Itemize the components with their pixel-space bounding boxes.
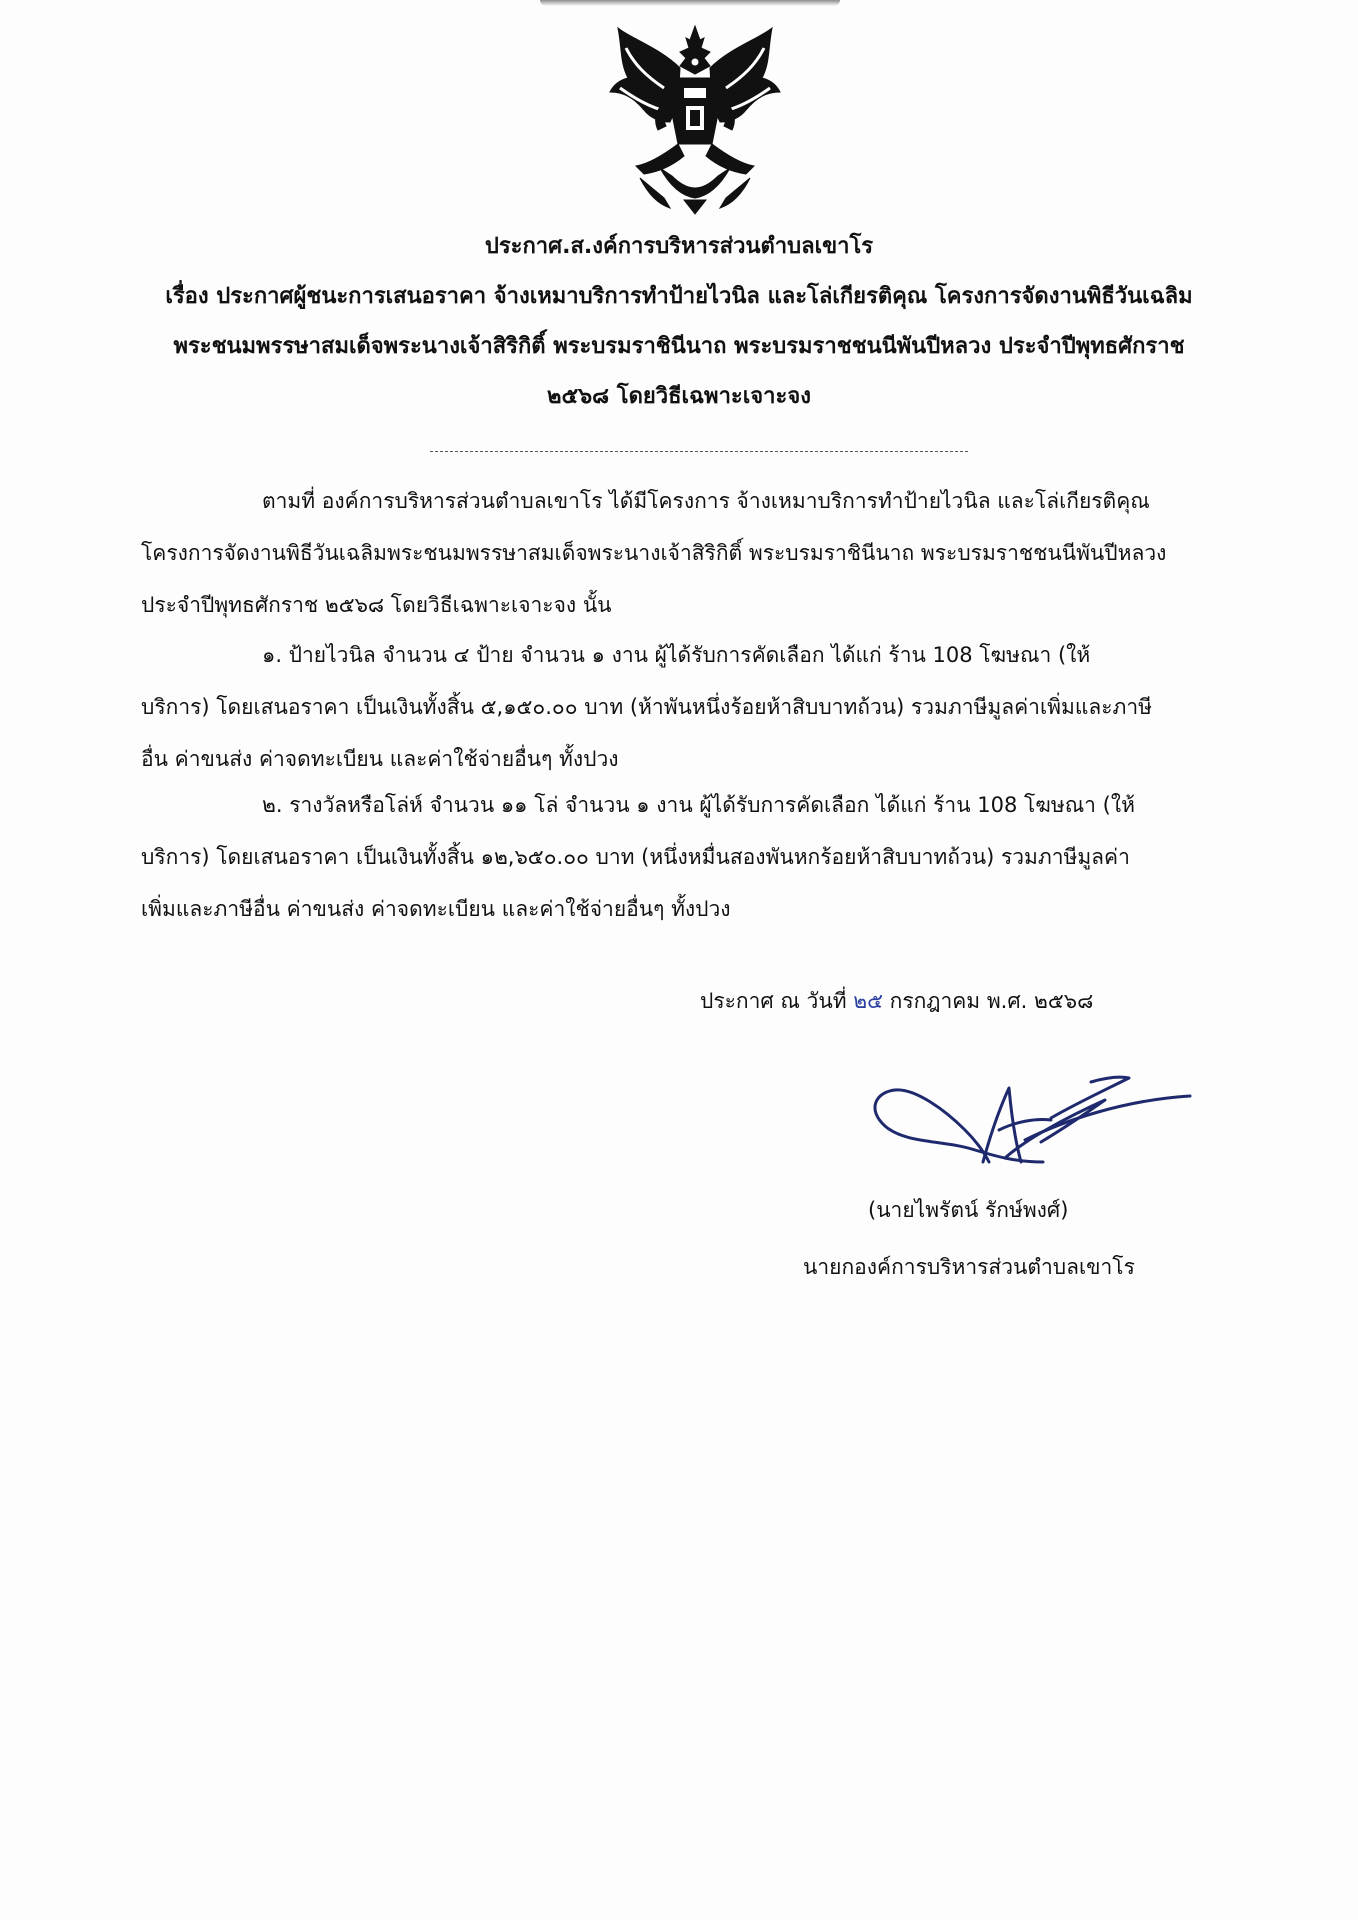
item2-line-1: ๒. รางวัลหรือโล่ห์ จำนวน ๑๑ โล่ จำนวน ๑ งาน ผู้ได้รับการคัดเลือก ได้แก่ ร้าน 108 โฆษณา (ให้ <box>262 793 1135 817</box>
scan-shadow <box>540 0 840 6</box>
signer-position: นายกองค์การบริหารส่วนตำบลเขาโร <box>803 1255 1135 1279</box>
announcement-title: ประกาศ.ส.งค์การบริหารส่วนตำบลเขาโร <box>484 234 874 259</box>
date-day: ๒๕ <box>853 989 883 1013</box>
date-prefix: ประกาศ ณ วันที่ <box>700 989 854 1013</box>
intro-line-2: โครงการจัดงานพิธีวันเฉลิมพระชนมพรรษาสมเด็จพระนางเจ้าสิริกิติ์ พระบรมราชินีนาถ พระบรมราชชนนีพันปีหลวง <box>141 541 1167 565</box>
item1-line-3: อื่น ค่าขนส่ง ค่าจดทะเบียน และค่าใช้จ่ายอื่นๆ ทั้งปวง <box>141 747 619 771</box>
item1-line-2: บริการ) โดยเสนอราคา เป็นเงินทั้งสิ้น ๕,๑๕๐.๐๐ บาท (ห้าพันหนึ่งร้อยห้าสิบบาทถ้วน) รวมภาษีมูลค่าเพิ่มและภาษี <box>141 695 1152 719</box>
garuda-emblem-icon <box>600 18 790 218</box>
item1-line-1: ๑. ป้ายไวนิล จำนวน ๔ ป้าย จำนวน ๑ งาน ผู้ได้รับการคัดเลือก ได้แก่ ร้าน 108 โฆษณา (ให้ <box>262 643 1091 667</box>
item2-line-2: บริการ) โดยเสนอราคา เป็นเงินทั้งสิ้น ๑๒,๖๕๐.๐๐ บาท (หนึ่งหมื่นสองพันหกร้อยห้าสิบบาทถ้วน) รวมภาษีมูลค่า <box>141 845 1130 869</box>
announcement-date <box>700 986 1093 1016</box>
intro-line-3: ประจำปีพุทธศักราช ๒๕๖๘ โดยวิธีเฉพาะเจาะจง นั้น <box>141 593 612 617</box>
subject-line-3: ๒๕๖๘ โดยวิธีเฉพาะเจาะจง <box>547 384 811 409</box>
date-suffix: กรกฎาคม พ.ศ. ๒๕๖๘ <box>882 989 1094 1013</box>
header-divider <box>430 451 968 452</box>
intro-line-1: ตามที่ องค์การบริหารส่วนตำบลเขาโร ได้มีโครงการ จ้างเหมาบริการทำป้ายไวนิล และโล่เกียรติคุณ <box>262 489 1150 513</box>
item2-line-3: เพิ่มและภาษีอื่น ค่าขนส่ง ค่าจดทะเบียน และค่าใช้จ่ายอื่นๆ ทั้งปวง <box>141 897 731 921</box>
subject-line-1: เรื่อง ประกาศผู้ชนะการเสนอราคา จ้างเหมาบริการทำป้ายไวนิล และโล่เกียรติคุณ โครงการจัดงานพิธีวันเฉลิม <box>165 284 1193 309</box>
signer-name: (นายไพรัตน์ รักษ์พงศ์) <box>868 1198 1069 1222</box>
handwritten-signature <box>865 1070 1195 1180</box>
subject-line-2: พระชนมพรรษาสมเด็จพระนางเจ้าสิริกิติ์ พระบรมราชินีนาถ พระบรมราชชนนีพันปีหลวง ประจำปีพุทธศักราช <box>173 334 1185 359</box>
